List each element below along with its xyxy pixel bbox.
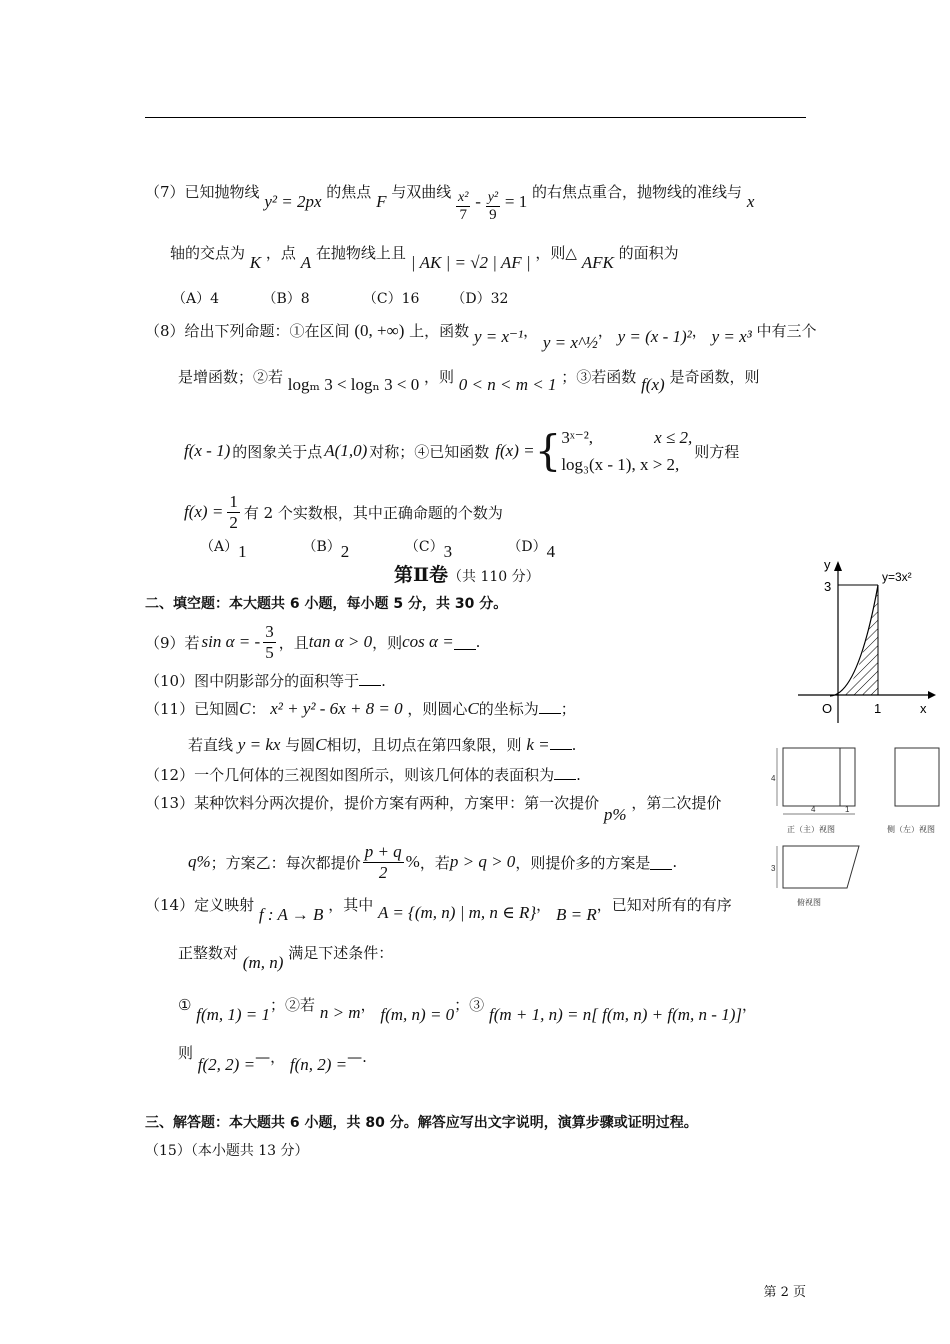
front-dim-h: 4 xyxy=(771,774,776,783)
front-view-label: 正（主）视图 xyxy=(787,825,835,834)
top-view-shape xyxy=(783,846,859,888)
q8-func2: y = x^½ xyxy=(542,333,598,352)
q15-title: （15）（本小题共 13 分） xyxy=(145,1143,309,1159)
q14-line4 xyxy=(178,1042,367,1074)
part2-subtitle: （共 110 分） xyxy=(448,569,540,585)
q10-answer-blank[interactable] xyxy=(359,671,381,686)
q13-text: ，则提价多的方案是 xyxy=(515,853,651,872)
frac-den: 9 xyxy=(489,207,497,224)
q8-point: A(1,0) xyxy=(324,441,368,461)
q7-parabola: y² = 2px xyxy=(264,192,322,212)
q14-answer-blank-1: — xyxy=(255,1048,271,1066)
q7-text: 轴的交点为 xyxy=(170,244,246,262)
curve-label: y=3x² xyxy=(882,570,912,584)
q9-end: . xyxy=(475,633,481,652)
x-arrow-icon xyxy=(928,691,936,699)
q11-circle-eq: x² + y² - 6x + 8 = 0 xyxy=(270,699,403,718)
part2-title xyxy=(394,560,540,587)
q13-text: ，第二次提价 xyxy=(631,794,722,812)
frac-den: 5 xyxy=(265,642,274,662)
q13-line1 xyxy=(145,792,722,824)
q14-f22: f(2, 2) = xyxy=(197,1055,256,1074)
q7-eq: = 1 xyxy=(504,192,528,212)
q11-answer-blank-2[interactable] xyxy=(550,735,572,750)
q11-k: k = xyxy=(526,735,550,754)
q11-C: C xyxy=(467,699,479,718)
q9-text: ，且 xyxy=(278,633,309,652)
q8-fx-1: f(x - 1) xyxy=(184,441,231,461)
q8-text: ；③若函数 xyxy=(561,368,637,386)
q9-text: ，则 xyxy=(372,633,403,652)
q11-text: ，则圆心 xyxy=(407,700,468,718)
q14-text: ；②若 xyxy=(270,996,316,1014)
x-tick-label: 1 xyxy=(874,701,882,716)
q7-text: （7）已知抛物线 xyxy=(145,183,260,202)
q11-end: ； xyxy=(560,700,576,718)
q11-colon: ： xyxy=(250,700,266,718)
q11-line1 xyxy=(145,698,576,719)
q11-answer-blank-1[interactable] xyxy=(539,699,561,714)
header-rule xyxy=(145,117,806,118)
q7-focus: F xyxy=(376,192,387,212)
choice-value: 4 xyxy=(546,542,556,561)
q8-text: 是奇函数，则 xyxy=(669,368,760,386)
choice-b xyxy=(302,536,400,561)
q14-text: 则 xyxy=(178,1044,194,1062)
q8-piece1: 3ˣ⁻², xyxy=(561,428,594,447)
choice-d: （D）32 xyxy=(451,291,509,307)
choice-b: （B）8 xyxy=(262,291,310,307)
page-number: 第 2 页 xyxy=(763,1285,806,1300)
frac-den: 7 xyxy=(459,207,467,224)
q9-sin: sin α = - xyxy=(201,632,261,652)
choice-a: （A）4 xyxy=(172,291,220,307)
q8-text: 中有三个 xyxy=(756,322,817,340)
q8-line3 xyxy=(184,424,739,478)
q8-choices xyxy=(200,536,556,561)
q14-text: ， xyxy=(270,1048,286,1066)
q8-piece2: log₃(x - 1), x > 2, xyxy=(561,455,680,475)
q14-text: （14）定义映射 xyxy=(145,896,255,914)
q11-line-eq: y = kx xyxy=(237,735,281,754)
frac-num: x² xyxy=(456,190,470,207)
q13-answer-blank[interactable] xyxy=(650,855,672,870)
q14-text: ，其中 xyxy=(328,896,374,914)
y-tick-label: 3 xyxy=(824,579,832,594)
q8-text: 上，函数 xyxy=(409,322,470,340)
q13-text: （13）某种饮料分两次提价，提价方案有两种，方案甲：第一次提价 xyxy=(145,794,600,812)
q14-text: ， xyxy=(360,996,376,1014)
q9-frac xyxy=(263,622,276,662)
section3-heading: 三、解答题：本大题共 6 小题，共 80 分。解答应写出文字说明，演算步骤或证明过程。 xyxy=(145,1115,698,1131)
q8-text: （8）给出下列命题：①在区间 xyxy=(145,322,350,340)
q14-text: 满足下述条件： xyxy=(288,944,394,962)
choice-a xyxy=(200,536,298,561)
top-view-label: 俯视图 xyxy=(797,898,821,907)
q11-C: C xyxy=(315,735,327,754)
q10-end: . xyxy=(381,672,386,690)
q13-cond: p > q > 0 xyxy=(449,852,516,872)
q8-func4: y = x³ xyxy=(711,327,752,346)
q8-log-ineq: logₘ 3 < logₙ 3 < 0 xyxy=(287,375,420,394)
q14-line3 xyxy=(178,994,758,1024)
front-view-rect xyxy=(783,748,855,806)
shaded-area-graph xyxy=(790,555,940,725)
q13-q: q% xyxy=(188,852,211,872)
q8-piece1-row xyxy=(561,424,692,451)
section2-heading: 二、填空题：本大题共 6 小题，每小题 5 分，共 30 分。 xyxy=(145,596,508,612)
frac-num: 1 xyxy=(229,492,238,511)
front-dim-w: 4 xyxy=(811,805,816,814)
frac-den: 2 xyxy=(378,862,388,882)
q14-cond2a: n > m xyxy=(319,1003,361,1022)
q12 xyxy=(145,764,581,785)
q14-setA: A = {(m, n) | m, n ∈ R} xyxy=(378,903,537,922)
q14-cond1: f(m, 1) = 1 xyxy=(196,1005,271,1024)
choice-value: 1 xyxy=(238,542,247,561)
side-view-label: 侧（左）视图 xyxy=(887,825,935,834)
q11-C: C xyxy=(239,699,251,718)
q8-fx: f(x) xyxy=(641,375,665,394)
q11-text: 若直线 xyxy=(188,736,234,754)
q8-fx2: f(x) = xyxy=(495,441,535,461)
choice-value: 3 xyxy=(443,542,453,561)
q7-hyp-frac1 xyxy=(456,190,470,224)
q9-text: （9）若 xyxy=(145,633,200,652)
q13-p: p% xyxy=(603,805,627,824)
q11-line2 xyxy=(188,734,576,755)
choice-value: 2 xyxy=(340,542,350,561)
side-view-rect xyxy=(895,748,939,806)
q8-text: ，则 xyxy=(423,368,454,386)
q7-hyp-frac2 xyxy=(486,190,500,224)
q14-text: ， xyxy=(536,896,552,914)
q14-end: . xyxy=(362,1048,367,1066)
q8-func1: y = x⁻¹ xyxy=(473,327,524,346)
y-arrow-icon xyxy=(834,561,842,571)
q8-text: 的图象关于点 xyxy=(232,442,323,461)
q12-end: . xyxy=(576,766,581,784)
q14-map: f : A → B xyxy=(258,905,324,924)
q8-line2 xyxy=(178,366,760,394)
q11-text: （11）已知圆 xyxy=(145,700,240,718)
q14-line2 xyxy=(178,942,394,972)
q8-half xyxy=(227,492,240,532)
q9-tan: tan α > 0 xyxy=(308,632,373,652)
q14-text: 正整数对 xyxy=(178,944,239,962)
q11-text: 相切，且切点在第四象限，则 xyxy=(326,736,522,754)
choice-d xyxy=(507,539,556,561)
q8-func3: y = (x - 1)² xyxy=(617,327,692,346)
part2-title-text: 第Ⅱ卷 xyxy=(394,564,449,586)
q7-triangle: AFK xyxy=(581,253,614,272)
q7-condition: | AK | = √2 | AF | xyxy=(410,253,531,272)
origin-label: O xyxy=(822,701,833,716)
q14-mark: ① xyxy=(178,996,192,1014)
q7-text: 的焦点 xyxy=(326,183,372,202)
top-dim-h: 3 xyxy=(771,864,776,873)
q14-cond3: f(m + 1, n) = n[ f(m, n) + f(m, n - 1)] xyxy=(488,1005,742,1024)
q7-minus: - xyxy=(475,192,481,212)
q7-K: K xyxy=(249,253,262,272)
q11-text: 的坐标为 xyxy=(478,700,539,718)
choice-label: （D） xyxy=(507,539,547,555)
q13-line2 xyxy=(188,842,677,882)
q8-text: 是增函数；②若 xyxy=(178,368,284,386)
q14-cond2: f(m, n) = 0 xyxy=(380,1005,455,1024)
q13-pct: % xyxy=(405,852,420,872)
q14-text: ， xyxy=(742,996,758,1014)
frac-num: 3 xyxy=(265,622,274,641)
frac-den: 2 xyxy=(229,512,238,532)
q7-text: 的右焦点重合，抛物线的准线与 xyxy=(532,183,743,202)
frac-num: y² xyxy=(486,190,500,207)
q7-line2 xyxy=(170,242,679,272)
q9 xyxy=(145,622,480,662)
q8-interval: (0, +∞) xyxy=(354,321,405,340)
choice-label: （B） xyxy=(302,539,341,555)
q13-frac xyxy=(363,842,404,882)
q11-end: . xyxy=(571,736,577,754)
front-dim-w2: 1 xyxy=(845,805,850,814)
q14-pair: (m, n) xyxy=(242,953,284,972)
x-label: x xyxy=(920,701,927,716)
q7-text: 在抛物线上且 xyxy=(315,244,406,262)
q14-text: ，已知对所有的有序 xyxy=(596,896,732,914)
shaded-region xyxy=(838,585,878,695)
frac-num: p + q xyxy=(364,842,402,861)
q13-text: ；方案乙：每次都提价 xyxy=(210,853,361,872)
q8-fx3: f(x) = xyxy=(184,502,224,522)
q14-line1 xyxy=(145,894,732,924)
q9-cos: cos α = xyxy=(402,632,454,652)
q8-text: 对称；④已知函数 xyxy=(369,442,490,461)
q12-answer-blank[interactable] xyxy=(554,765,576,780)
choice-c: （C）16 xyxy=(362,291,420,307)
q7-text: ，则△ xyxy=(535,244,577,262)
q7-text: ，点 xyxy=(265,244,296,262)
q9-answer-blank[interactable] xyxy=(454,635,476,650)
q8-line1: （8）给出下列命题：①在区间 (0, +∞) 上，函数 y = x⁻¹， y = x^½， y = (x - 1)²， y = x³ 中有三个 xyxy=(145,321,817,352)
q13-text: ，若 xyxy=(419,853,450,872)
y-label: y xyxy=(824,557,831,572)
q7-x: x xyxy=(746,192,755,212)
q11-text: 与圆 xyxy=(285,736,316,754)
choice-label: （C） xyxy=(404,539,444,555)
q7-choices xyxy=(172,288,508,308)
q7-text: 的面积为 xyxy=(618,244,679,262)
q14-text: ；③ xyxy=(454,996,485,1014)
q7-text: 与双曲线 xyxy=(391,183,452,202)
q10-text: （10）图中阴影部分的面积等于 xyxy=(145,672,360,690)
q8-line4 xyxy=(184,492,503,532)
q14-fn2: f(n, 2) = xyxy=(289,1055,348,1074)
q14-answer-blank-2: — xyxy=(347,1048,363,1066)
q8-ineq2: 0 < n < m < 1 xyxy=(458,375,557,394)
q10 xyxy=(145,670,386,691)
three-views-figure xyxy=(765,740,945,915)
q7-line1 xyxy=(145,176,755,224)
q7-A: A xyxy=(300,253,312,272)
q8-text: 有 2 个实数根，其中正确命题的个数为 xyxy=(243,503,503,522)
q12-text: （12）一个几何体的三视图如图所示，则该几何体的表面积为 xyxy=(145,766,555,784)
choice-c xyxy=(404,536,503,561)
q13-end: . xyxy=(672,853,678,872)
q8-brace: { xyxy=(534,426,562,476)
q8-piece1-cond: x ≤ 2, xyxy=(654,428,693,447)
q14-setB: B = R xyxy=(555,905,597,924)
choice-label: （A） xyxy=(200,539,239,555)
q8-text: 则方程 xyxy=(694,442,740,461)
q8-piecewise xyxy=(561,424,692,478)
